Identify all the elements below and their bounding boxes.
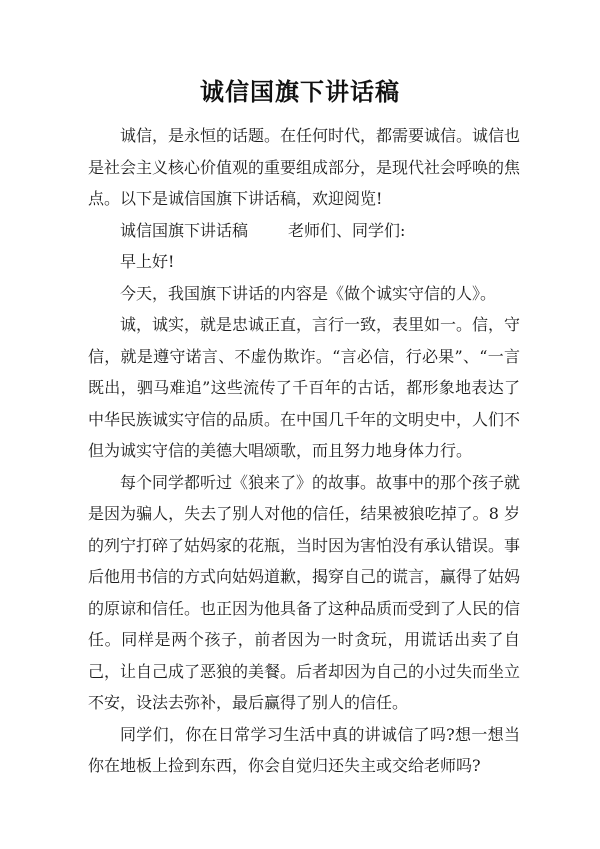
topic-paragraph: 今天，我国旗下讲话的内容是《做个诚实守信的人》。 — [120, 283, 497, 303]
document-body — [88, 120, 520, 782]
greeting-paragraph: 早上好! — [120, 252, 175, 271]
heading-line — [88, 215, 520, 247]
page-title: 诚信国旗下讲话稿 — [200, 77, 400, 106]
question-paragraph: 同学们，你在日常学习生活中真的讲诚信了吗?想一想当你在地板上捡到东西，你会自觉归还失主或交给老师吗? — [88, 724, 520, 775]
definition-paragraph: 诚，诚实，就是忠诚正直，言行一致，表里如一。信，守信，就是遵守诺言、不虚伪欺诈。“言必信，行必果”、“一言既出，驷马难追”这些流传了千百年的古话，都形象地表达了中华民族诚实守信的品质。在中国几千年的文明史中，人们不但为诚实守信的美德大唱颂歌，而且努力地身体力行。 — [88, 315, 521, 460]
intro-paragraph: 诚信，是永恒的话题。在任何时代，都需要诚信。诚信也是社会主义核心价值观的重要组成部分，是现代社会呼唤的焦点。以下是诚信国旗下讲话稿，欢迎阅览! — [88, 126, 521, 208]
stories-paragraph: 每个同学都听过《狼来了》的故事。故事中的那个孩子就是因为骗人，失去了别人对他的信任，结果被狼吃掉了。8 岁的列宁打碎了姑妈家的花瓶，当时因为害怕没有承认错误。事后他用书信的方式向姑妈道歉，揭穿自己的谎言，赢得了姑妈的原谅和信任。也正因为他具备了这种品质而受到了人民的信任。同样是两个孩子，前者因为一时贪玩，用谎话出卖了自己，让自己成了恶狼的美餐。后者却因为自己的小过失而坐立不安，设法去弥补，最后赢得了别人的信任。 — [88, 472, 521, 712]
salutation: 老师们、同学们: — [288, 220, 406, 240]
heading-title: 诚信国旗下讲话稿 — [120, 220, 249, 240]
